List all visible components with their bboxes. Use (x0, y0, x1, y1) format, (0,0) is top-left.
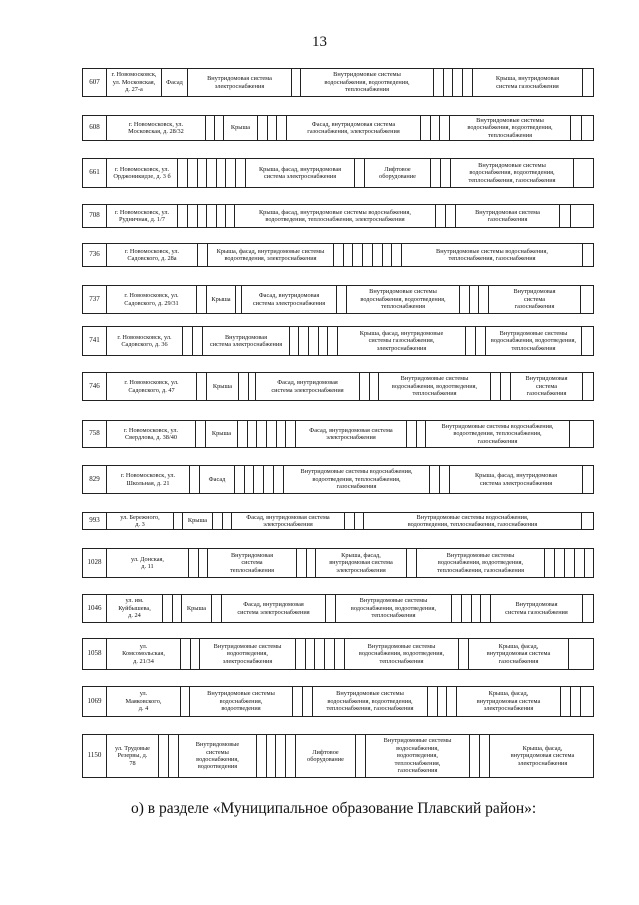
table-cell (581, 687, 595, 716)
table-cell: Внутридомовые системы водоснабжения, водоотведения, теплоснабжения (336, 595, 452, 622)
table-cell (345, 513, 355, 529)
table-cell (353, 244, 363, 266)
table-cell (481, 595, 491, 622)
row-number: 661 (83, 159, 107, 187)
table-row (82, 204, 594, 228)
table-cell (319, 327, 328, 355)
table-cell: Внутридомовая система теплоснабжения (208, 549, 297, 577)
table-cell: Фасад, внутридомовая система электроснабжения (232, 513, 345, 529)
table-cell (373, 244, 383, 266)
table-cell: Внутридомовые системы водоснабжения, теплоснабжения, газоснабжения (402, 244, 583, 266)
table-cell (226, 205, 235, 227)
table-cell (277, 421, 286, 447)
table-cell: Крыша, фасад, внутридомовая система электроснабжения (246, 159, 355, 187)
table-cell (178, 205, 188, 227)
table-cell (274, 466, 284, 493)
table-cell (470, 286, 479, 313)
table-cell (190, 466, 200, 493)
table-cell (198, 205, 207, 227)
address-cell: ул. Маяковского, д. 4 (107, 687, 181, 716)
table-cell (254, 466, 264, 493)
table-cell (438, 687, 447, 716)
table-cell (169, 735, 179, 777)
table-cell (360, 373, 370, 400)
table-cell (407, 549, 417, 577)
table-cell (583, 373, 595, 400)
table-cell: Внутридомовые системы водоснабжения, водоотведения, теплоснабжения (345, 639, 459, 669)
table-cell (258, 116, 268, 140)
table-cell (207, 205, 217, 227)
table-cell (277, 116, 287, 140)
table-cell (561, 687, 571, 716)
table-cell (431, 159, 441, 187)
table-cell (575, 549, 585, 577)
table-cell: Внутридомовые системы водоотведения, электроснабжения (200, 639, 296, 669)
table-cell (453, 69, 463, 96)
table-cell (223, 513, 232, 529)
table-cell (337, 286, 347, 313)
table-cell (286, 421, 296, 447)
table-cell: Внутридомовые системы водоснабжения, водоотведения (179, 735, 257, 777)
table-cell (267, 421, 277, 447)
row-number: 758 (83, 421, 107, 447)
table-cell (434, 69, 444, 96)
table-cell: Крыша (207, 373, 239, 400)
table-cell: Внутридомовая система электроснабжения (203, 327, 290, 355)
table-cell: Внутридомовые системы водоснабжения, водоотведения, теплоснабжения, газоснабжения (284, 466, 430, 493)
table-row (82, 68, 594, 97)
row-number: 736 (83, 244, 107, 266)
table-cell: Фасад, внутридомовая система электроснабжения (222, 595, 326, 622)
table-cell: Фасад (200, 466, 235, 493)
row-number: 1069 (83, 687, 107, 716)
table-cell (239, 373, 249, 400)
address-cell: г. Новомосковск, ул. Садовского, д. 28а (107, 244, 198, 266)
table-cell: Внутридомовые системы водоснабжения, водоотведения, теплоснабжения, газоснабжения (426, 421, 570, 447)
table-cell (163, 595, 173, 622)
address-cell: г. Новомосковск, ул. Орджоникидзе, д. 3 б (107, 159, 178, 187)
table-cell (299, 327, 309, 355)
address-cell: ул. им. Куйбышева, д. 24 (107, 595, 163, 622)
table-cell (268, 116, 277, 140)
address-cell: г. Новомосковск, ул. Школьная, д. 21 (107, 466, 190, 493)
section-heading: о) в разделе «Муниципальное образование Плавский район»: (131, 800, 537, 817)
table-cell: Крыша, фасад, внутридомовая система электроснабжения (450, 466, 583, 493)
table-cell (356, 735, 366, 777)
table-cell (370, 373, 379, 400)
table-cell: Внутридомовые системы водоснабжения, водоотведения, теплоснабжения, газоснабжения (364, 513, 582, 529)
table-cell (446, 205, 456, 227)
table-cell: Крыша, фасад, внутридомовая система газоснабжения (469, 639, 569, 669)
table-cell: Крыша, фасад, внутридомовые системы водоснабжения, водоотведения, теплоснабжения, электроснабжения (235, 205, 436, 227)
table-cell (198, 159, 207, 187)
table-cell (460, 286, 470, 313)
table-cell: Крыша, фасад, внутридомовая система электроснабжения (316, 549, 407, 577)
table-cell (428, 687, 438, 716)
table-cell: Фасад (162, 69, 188, 96)
table-cell: Крыша (207, 286, 236, 313)
table-cell (191, 639, 200, 669)
table-cell (452, 595, 462, 622)
table-cell (430, 466, 440, 493)
table-cell (212, 595, 222, 622)
table-cell (206, 116, 215, 140)
table-cell (440, 116, 450, 140)
table-cell (581, 286, 595, 313)
table-cell (479, 286, 489, 313)
table-cell (582, 327, 595, 355)
table-cell (583, 244, 595, 266)
table-cell (583, 69, 595, 96)
table-cell: Фасад, внутридомовая система электроснабжения (242, 286, 337, 313)
table-cell (480, 735, 490, 777)
address-cell: г. Новомосковск, ул. Рудничная, д. 1/7 (107, 205, 178, 227)
table-cell: Внутридомовые системы водоснабжения, водоотведения, теплоснабжения (450, 116, 571, 140)
table-cell (238, 421, 248, 447)
table-cell (459, 639, 469, 669)
table-cell (444, 69, 453, 96)
table-cell: Фасад, внутридомовая система электроснабжения (256, 373, 360, 400)
table-cell (441, 159, 451, 187)
table-cell: Внутридомовые системы водоснабжения, водоотведения, теплоснабжения, газоснабжения (313, 687, 428, 716)
table-cell (417, 421, 426, 447)
table-row (82, 734, 594, 778)
address-cell: ул. Комсомольская, д. 21/34 (107, 639, 181, 669)
table-cell (470, 735, 480, 777)
table-cell: Лифтовое оборудование (365, 159, 431, 187)
table-cell (582, 116, 593, 140)
table-cell: Крыша (224, 116, 258, 140)
row-number: 1058 (83, 639, 107, 669)
table-cell: Внутридомовые системы водоснабжения, водоотведения (190, 687, 293, 716)
table-cell: Крыша (183, 513, 213, 529)
row-number: 608 (83, 116, 107, 140)
table-row (82, 115, 594, 141)
table-cell (267, 735, 276, 777)
table-cell: Внутридомовые системы водоснабжения, водоотведения, теплоснабжения, газоснабжения (451, 159, 574, 187)
table-cell (174, 513, 183, 529)
table-row (82, 158, 594, 188)
table-cell (173, 595, 182, 622)
table-cell (178, 159, 188, 187)
row-number: 708 (83, 205, 107, 227)
table-cell (292, 69, 301, 96)
table-cell: Крыша, фасад, внутридомовые системы газоснабжения, электроснабжения (338, 327, 466, 355)
table-cell (431, 116, 440, 140)
table-cell (462, 595, 472, 622)
table-cell (193, 327, 203, 355)
table-cell: Внутридомовая система газоснабжения (491, 595, 583, 622)
table-cell: Внутридомовые системы водоснабжения, водоотведения, теплоснабжения (379, 373, 491, 400)
table-cell (306, 639, 315, 669)
table-cell (215, 116, 224, 140)
table-cell (571, 687, 581, 716)
table-cell: Фасад, внутридомовая система электроснабжения (296, 421, 407, 447)
table-cell (574, 159, 585, 187)
table-cell (249, 373, 256, 400)
table-cell: Внутридомовая система газоснабжения (489, 286, 581, 313)
table-cell (296, 639, 306, 669)
table-cell (421, 116, 431, 140)
table-cell (293, 687, 303, 716)
table-cell: Внутридомовая система электроснабжения (188, 69, 292, 96)
table-cell (545, 549, 555, 577)
table-cell (235, 466, 245, 493)
table-cell: Внутридомовые системы водоснабжения, водоотведения, теплоснабжения, газоснабжения (417, 549, 545, 577)
table-cell (355, 159, 365, 187)
table-row (82, 638, 594, 670)
table-row (82, 686, 594, 717)
table-cell (257, 735, 267, 777)
table-cell (297, 549, 307, 577)
table-cell (344, 244, 353, 266)
table-cell (264, 466, 274, 493)
table-cell (159, 735, 169, 777)
table-cell (355, 513, 364, 529)
table-cell: Крыша, фасад, внутридомовые системы водоотведения, электроснабжения (208, 244, 334, 266)
table-cell (555, 549, 565, 577)
table-cell (585, 549, 595, 577)
table-row (82, 420, 594, 448)
table-cell (217, 205, 226, 227)
row-number: 1028 (83, 549, 107, 577)
table-cell (181, 687, 190, 716)
table-cell (276, 735, 286, 777)
address-cell: г. Новомосковск, ул. Московская, д. 28/32 (107, 116, 206, 140)
table-cell (472, 595, 481, 622)
table-cell (569, 639, 585, 669)
table-cell: Фасад, внутридомовая система газоснабжения, электроснабжения (287, 116, 421, 140)
row-number: 741 (83, 327, 107, 355)
row-number: 746 (83, 373, 107, 400)
table-cell: Крыша (206, 421, 238, 447)
address-cell: ул. Бережного, д. 3 (107, 513, 174, 529)
table-cell: Внутридомовые системы водоснабжения, водоотведения, теплоснабжения (486, 327, 582, 355)
table-cell (565, 549, 575, 577)
address-cell: ул. Донская, д. 11 (107, 549, 189, 577)
table-cell (570, 421, 583, 447)
table-cell (199, 549, 208, 577)
table-cell (226, 159, 236, 187)
table-cell (334, 244, 344, 266)
table-cell (207, 159, 217, 187)
table-cell: Крыша, внутридомовая система газоснабжения (473, 69, 583, 96)
table-cell (183, 327, 193, 355)
table-row (82, 465, 594, 494)
table-cell (197, 373, 207, 400)
table-cell (466, 327, 476, 355)
table-row (82, 243, 594, 267)
table-cell (290, 327, 299, 355)
table-cell (257, 421, 267, 447)
table-cell (198, 244, 208, 266)
table-cell: Крыша, фасад, внутридомовая система электроснабжения (457, 687, 561, 716)
table-cell (363, 244, 373, 266)
table-cell (197, 286, 207, 313)
table-cell (213, 513, 223, 529)
table-cell (571, 205, 583, 227)
address-cell: г. Новомосковск, ул. Московская, д. 27-а (107, 69, 162, 96)
table-cell: Внутридомовые системы водоснабжения, водоотведения, теплоснабжения, газоснабжения (366, 735, 470, 777)
table-row (82, 512, 594, 530)
row-number: 1150 (83, 735, 107, 777)
table-row (82, 548, 594, 578)
row-number: 1046 (83, 595, 107, 622)
table-cell (328, 327, 338, 355)
table-cell (326, 595, 336, 622)
row-number: 993 (83, 513, 107, 529)
table-cell: Внутридомовая система газоснабжения (456, 205, 560, 227)
table-cell: Лифтовое оборудование (296, 735, 356, 777)
table-cell (463, 69, 473, 96)
table-cell (383, 244, 392, 266)
table-cell: Внутридомовая система газоснабжения (511, 373, 583, 400)
table-cell (335, 639, 345, 669)
table-cell (447, 687, 457, 716)
table-cell (307, 549, 316, 577)
table-cell (476, 327, 486, 355)
table-cell (491, 373, 501, 400)
address-cell: г. Новомосковск, ул. Садовского, д. 36 (107, 327, 183, 355)
table-row (82, 594, 594, 623)
table-cell (407, 421, 417, 447)
address-cell: ул. Трудовые Резервы, д. 78 (107, 735, 159, 777)
table-row (82, 372, 594, 401)
row-number: 607 (83, 69, 107, 96)
table-cell (189, 549, 199, 577)
table-cell (583, 466, 595, 493)
table-cell (309, 327, 319, 355)
table-cell: Внутридомовые системы водоснабжения, водоотведения, теплоснабжения (347, 286, 460, 313)
table-cell (440, 466, 450, 493)
table-cell (325, 639, 335, 669)
table-cell (560, 205, 571, 227)
table-cell: Крыша, фасад, внутридомовая система электроснабжения (510, 744, 575, 767)
address-cell: г. Новомосковск, ул. Садовского, д. 47 (107, 373, 197, 400)
address-cell: г. Новомосковск, ул. Садовского, д. 29/31 (107, 286, 197, 313)
table-cell (188, 159, 198, 187)
table-cell (245, 466, 254, 493)
table-cell (303, 687, 313, 716)
table-row (82, 326, 594, 356)
table-row (82, 285, 594, 314)
table-cell (436, 205, 446, 227)
table-cell (392, 244, 402, 266)
table-cell (582, 513, 595, 529)
row-number: 737 (83, 286, 107, 313)
table-cell (196, 421, 206, 447)
page-number: 13 (312, 34, 327, 50)
table-cell (583, 595, 595, 622)
table-cell (188, 205, 198, 227)
row-number: 829 (83, 466, 107, 493)
table-cell (236, 159, 246, 187)
table-cell (181, 639, 191, 669)
table-cell (315, 639, 325, 669)
table-cell (501, 373, 511, 400)
table-cell (217, 159, 226, 187)
table-cell (571, 116, 582, 140)
table-cell (286, 735, 296, 777)
table-cell: Крыша (182, 595, 212, 622)
table-cell (248, 421, 257, 447)
table-cell: Внутридомовые системы водоснабжения, водоотведения, теплоснабжения (301, 69, 434, 96)
address-cell: г. Новомосковск, ул. Свердлова, д. 38/40 (107, 421, 196, 447)
